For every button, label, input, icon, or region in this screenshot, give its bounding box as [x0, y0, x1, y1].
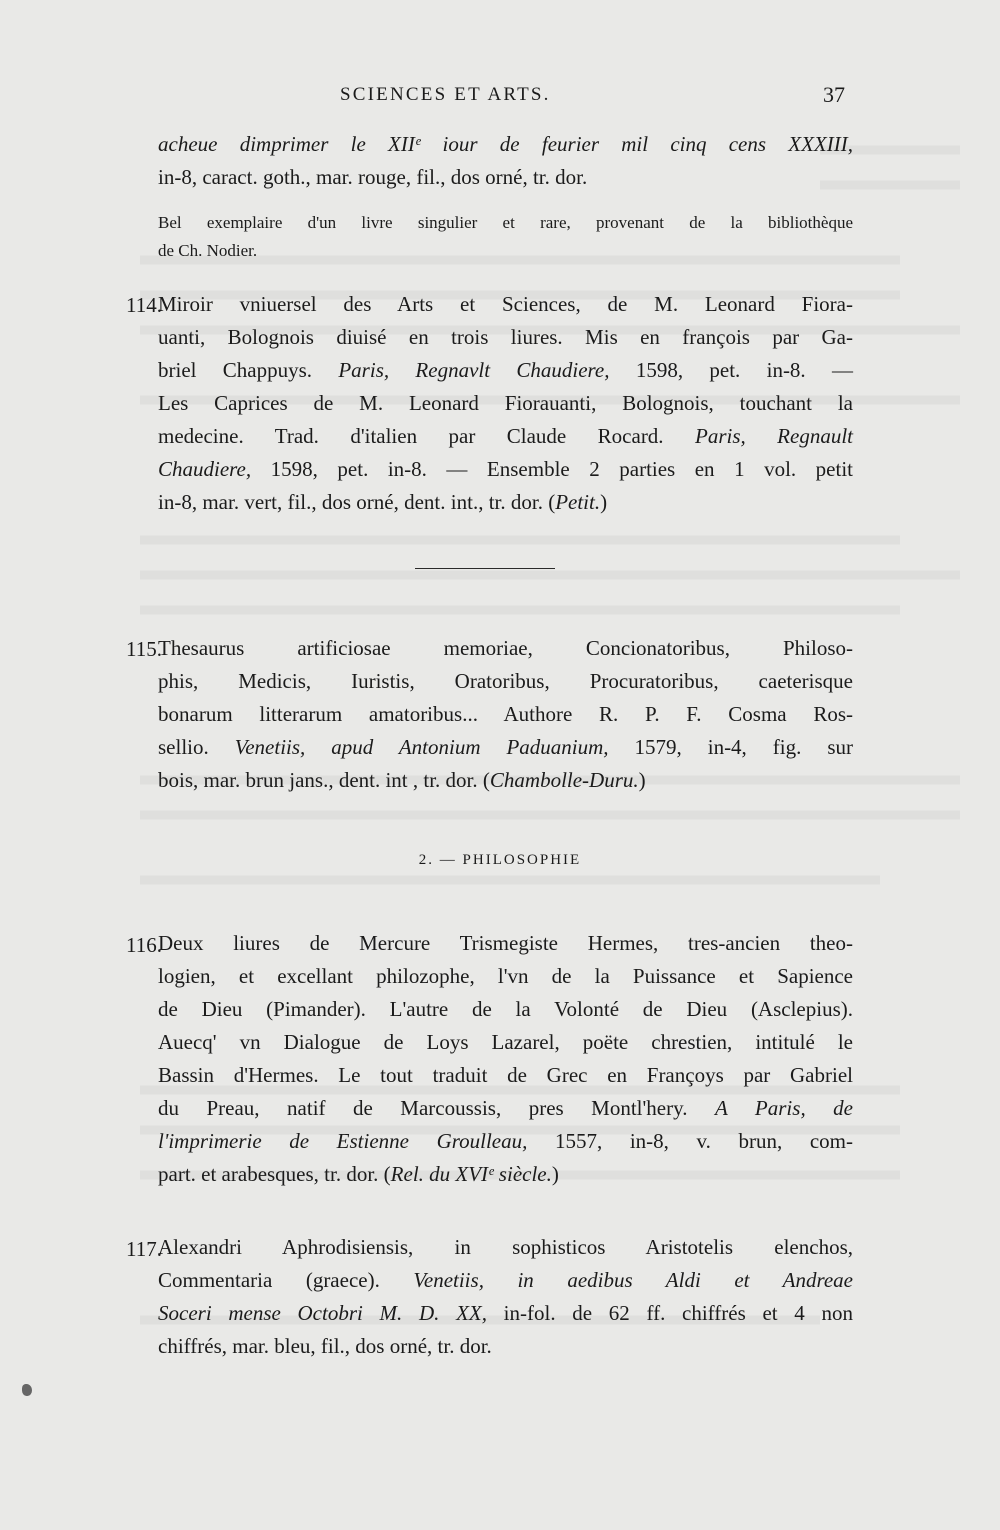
running-title: SCIENCES ET ARTS.	[340, 84, 551, 105]
entry-line: de Dieu (Pimander). L'autre de la Volonté de Dieu (Asclepius).	[158, 997, 853, 1021]
entry-113-note	[158, 209, 853, 265]
text: )	[638, 768, 646, 792]
text: )	[551, 1162, 559, 1186]
entry-116	[158, 927, 853, 1191]
binder-name: Petit.	[555, 490, 601, 514]
entry-line	[158, 1264, 853, 1297]
entry-line	[158, 1158, 853, 1191]
entry-line	[158, 453, 853, 486]
entry-line	[158, 354, 853, 387]
entry-114	[158, 288, 853, 519]
entry-line: phis, Medicis, Iuristis, Oratoribus, Procuratoribus, caeterisque	[158, 669, 853, 693]
entry-line: Bassin d'Hermes. Le tout traduit de Grec en Françoys par Gabriel	[158, 1063, 853, 1087]
text: 1598, pet. in-8. — Ensemble 2 parties en 1 vol. petit	[251, 457, 853, 481]
entry-117	[158, 1231, 853, 1363]
entry-line: Thesaurus artificiosae memoriae, Concionatoribus, Philoso-	[158, 636, 853, 660]
paper-speck	[22, 1384, 32, 1396]
entry-line: uanti, Bolognois diuisé en trois liures. Mis en françois par Ga-	[158, 325, 853, 349]
imprint: A Paris, de	[715, 1096, 853, 1120]
text: medecine. Trad. d'italien par Claude Rocard.	[158, 424, 695, 448]
text: 1557, in-8, v. brun, com-	[527, 1129, 854, 1153]
entry-line	[158, 1125, 853, 1158]
text: du Preau, natif de Marcoussis, pres Montl'hery.	[158, 1096, 715, 1120]
entry-line: logien, et excellant philozophe, l'vn de la Puissance et Sapience	[158, 964, 853, 988]
text: )	[600, 490, 608, 514]
binding-note: Rel. du XVIᵉ siècle.	[390, 1162, 552, 1186]
entry-number-115: 115.	[126, 637, 162, 661]
entry-115	[158, 632, 853, 797]
note-line: de Ch. Nodier.	[158, 241, 258, 260]
entry-number-117: 117.	[126, 1237, 162, 1261]
text: sellio.	[158, 735, 235, 759]
entry-line: Les Caprices de M. Leonard Fiorauanti, Bolognois, touchant la	[158, 391, 853, 415]
entry-line: acheue dimprimer le XIIᵉ iour de feurier mil cinq cens XXXIII,	[158, 132, 853, 156]
text: in-fol. de 62 ff. chiffrés et 4 non	[486, 1301, 853, 1325]
text: briel Chappuys.	[158, 358, 339, 382]
entry-line	[158, 731, 853, 764]
text: 1598, pet. in-8. —	[609, 358, 853, 382]
section-heading: 2. — PHILOSOPHIE	[418, 852, 582, 868]
imprint: Paris, Regnavlt Chaudiere,	[338, 358, 610, 382]
text: 1579, in-4, fig. sur	[608, 735, 853, 759]
binder-name: Chambolle-Duru.	[489, 768, 639, 792]
imprint: Venetiis, apud Antonium Paduanium,	[234, 735, 609, 759]
entry-number-116: 116.	[126, 933, 162, 957]
entry-line: Auecq' vn Dialogue de Loys Lazarel, poëte chrestien, intitulé le	[158, 1030, 853, 1054]
note-line: Bel exemplaire d'un livre singulier et rare, provenant de la bibliothèque	[158, 213, 853, 232]
entry-line	[158, 486, 853, 519]
separator-rule	[415, 568, 555, 569]
page-number: 37	[823, 82, 845, 107]
entry-113-continuation	[158, 128, 853, 194]
page-header	[0, 84, 1000, 114]
imprint: Paris, Regnault	[695, 424, 854, 448]
entry-line	[158, 1297, 853, 1330]
text: in-8, mar. vert, fil., dos orné, dent. int., tr. dor. (	[158, 490, 556, 514]
imprint: Venetiis, in aedibus Aldi et Andreae	[413, 1268, 853, 1292]
imprint: Chaudiere,	[158, 457, 252, 481]
entry-line	[158, 764, 853, 797]
text: Commentaria (graece).	[158, 1268, 414, 1292]
entry-number-114: 114.	[126, 293, 162, 317]
entry-line: in-8, caract. goth., mar. rouge, fil., dos orné, tr. dor.	[158, 165, 588, 189]
imprint: Soceri mense Octobri M. D. XX,	[158, 1301, 487, 1325]
entry-line: chiffrés, mar. bleu, fil., dos orné, tr. dor.	[158, 1334, 492, 1358]
text: part. et arabesques, tr. dor. (	[158, 1162, 391, 1186]
entry-line	[158, 1092, 853, 1125]
text: bois, mar. brun jans., dent. int , tr. dor. (	[158, 768, 490, 792]
entry-line	[158, 420, 853, 453]
entry-line: Alexandri Aphrodisiensis, in sophisticos Aristotelis elenchos,	[158, 1235, 853, 1259]
entry-line: Deux liures de Mercure Trismegiste Hermes, tres-ancien theo-	[158, 931, 853, 955]
entry-line: bonarum litterarum amatoribus... Authore R. P. F. Cosma Ros-	[158, 702, 853, 726]
imprint: l'imprimerie de Estienne Groulleau,	[158, 1129, 528, 1153]
entry-line: Miroir vniuersel des Arts et Sciences, de M. Leonard Fiora-	[158, 292, 853, 316]
